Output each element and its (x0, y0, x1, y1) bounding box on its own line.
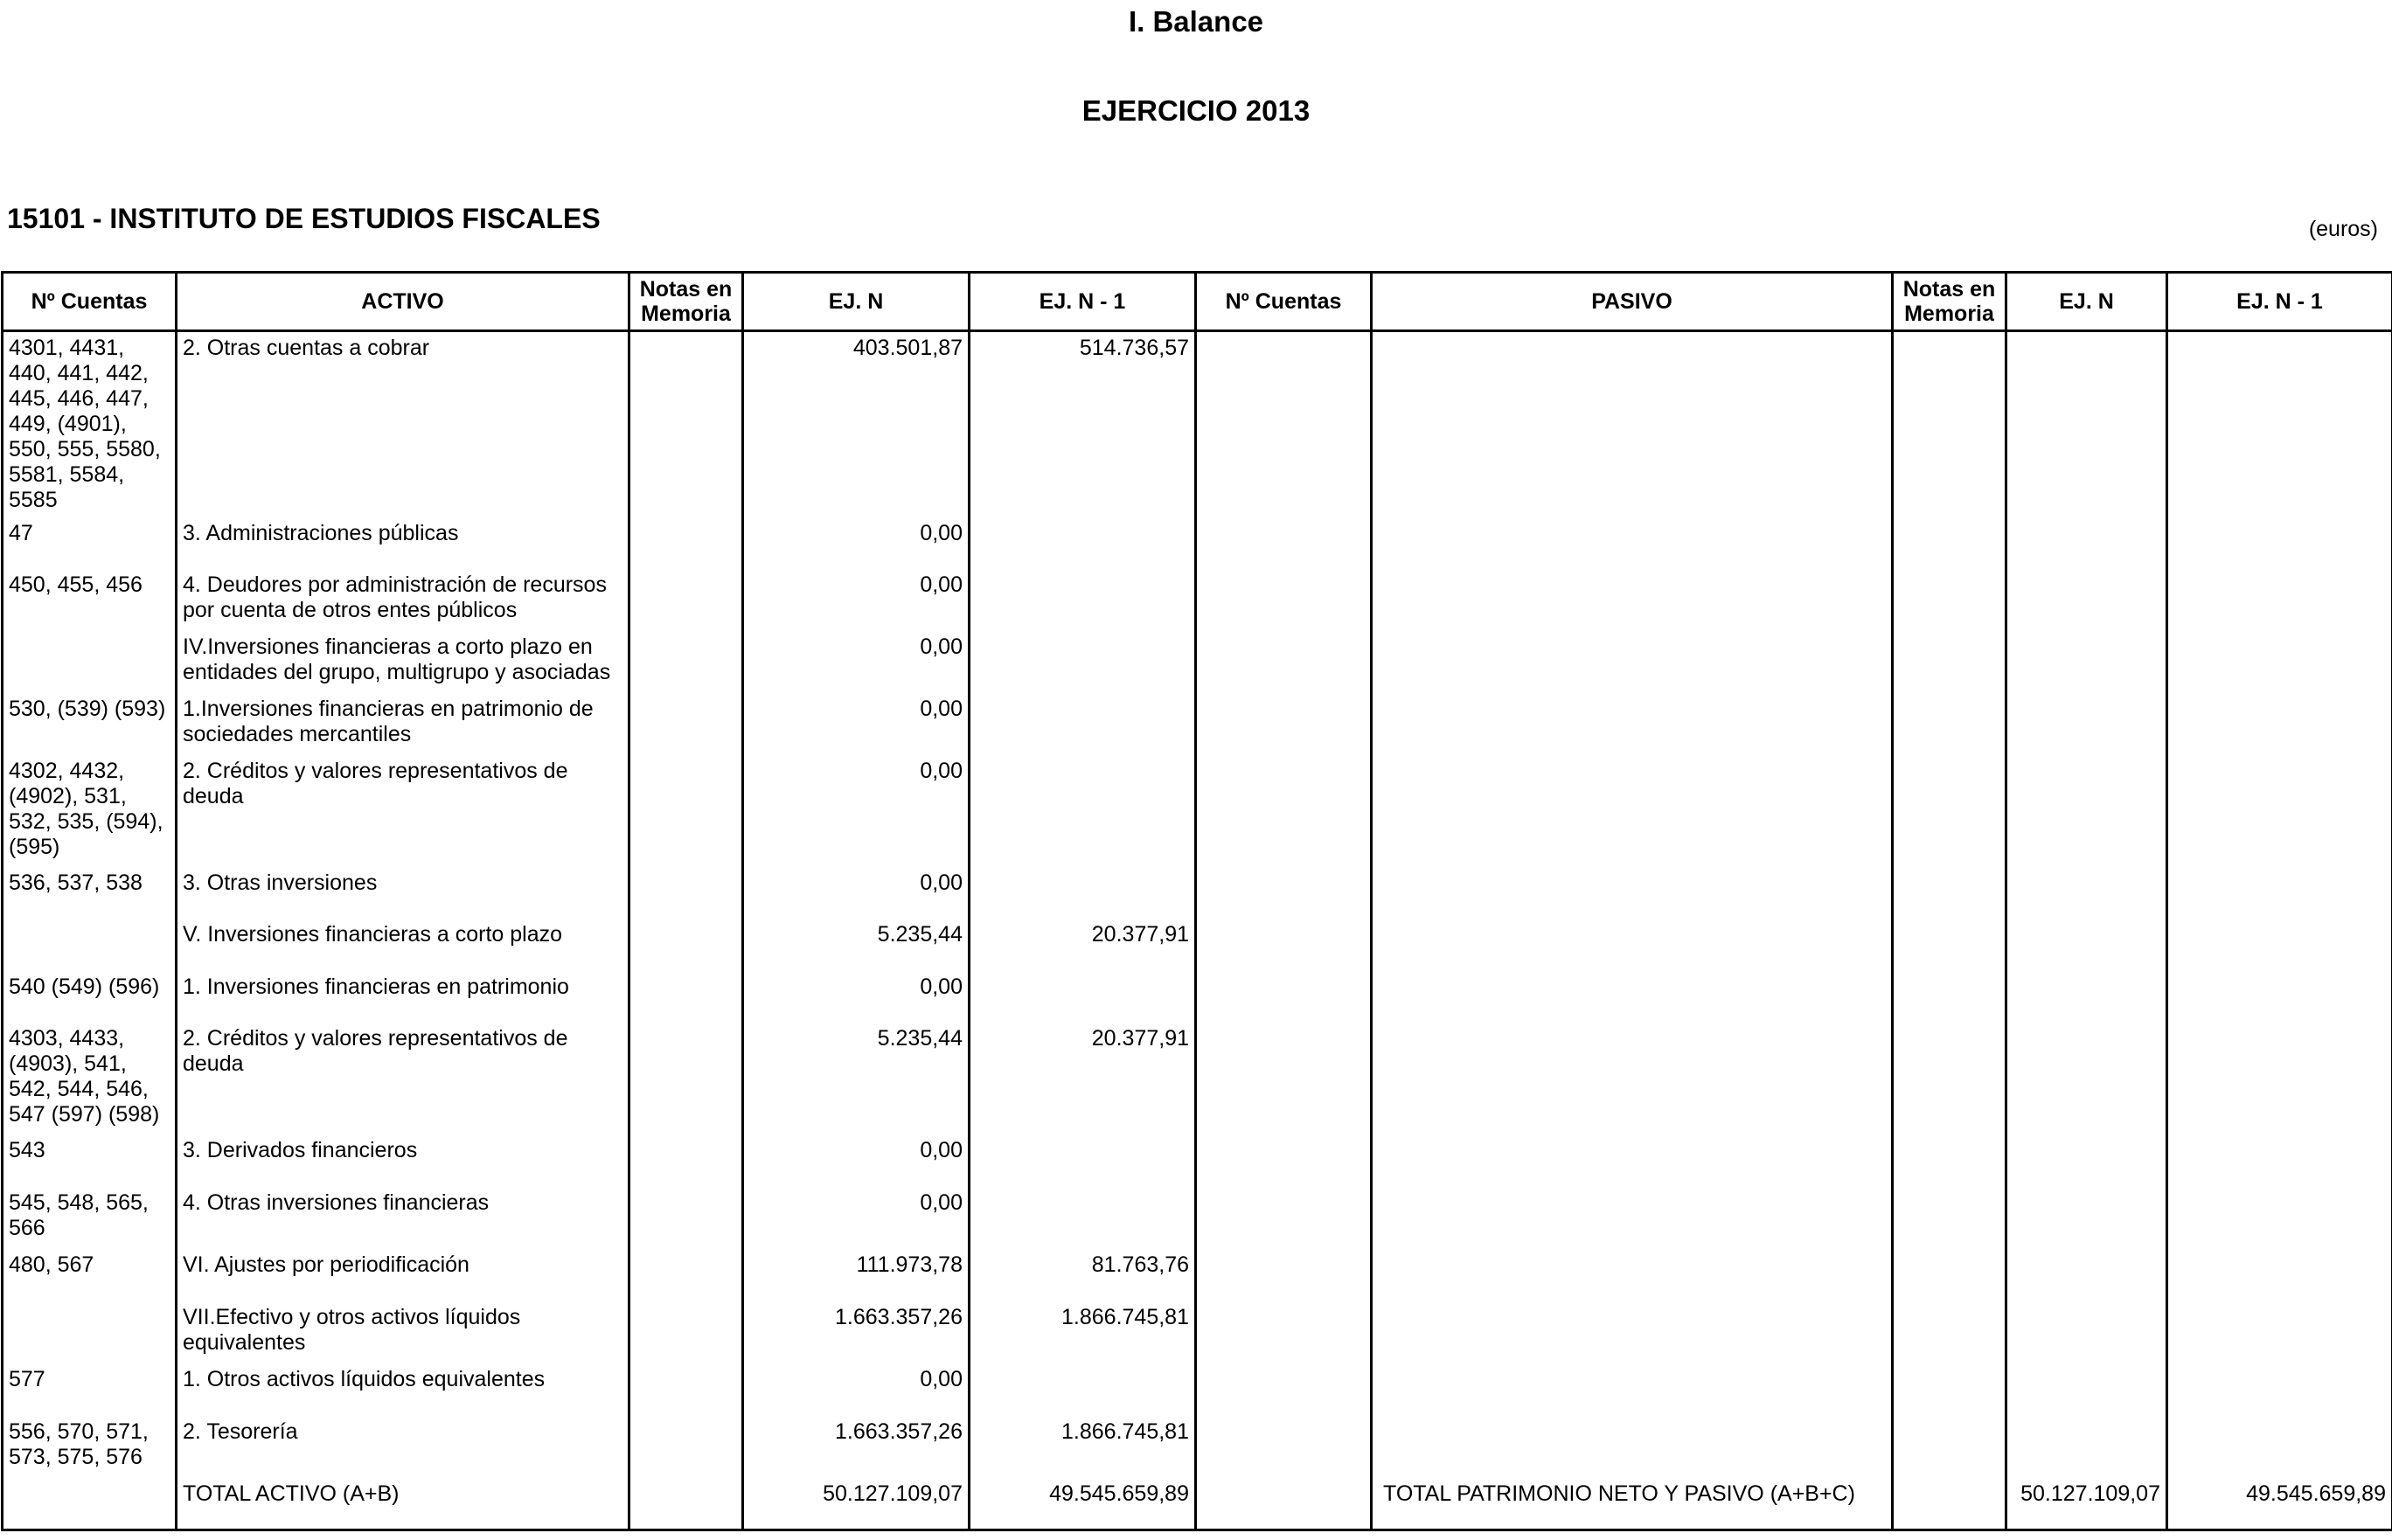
account-codes: 480, 567 (3, 1249, 177, 1301)
activo-item: VI. Ajustes por periodificación (177, 1249, 629, 1301)
table-row (3, 1301, 2392, 1363)
pasivo-cuentas-cell (1196, 693, 1372, 755)
activo-item: 2. Otras cuentas a cobrar (177, 331, 629, 517)
ej-n1-value (970, 867, 1196, 919)
pasivo-notas-cell (1893, 867, 2006, 919)
pasivo-cuentas-cell (1196, 1416, 1372, 1478)
pasivo-ej-n1-cell (2167, 1416, 2392, 1478)
pasivo-ej-n-cell (2006, 971, 2167, 1023)
ej-n1-value: 81.763,76 (970, 1249, 1196, 1301)
account-codes: 47 (3, 517, 177, 569)
total-activo-n1: 49.545.659,89 (970, 1478, 1196, 1530)
pasivo-ej-n1-cell (2167, 755, 2392, 867)
pasivo-ej-n1-cell (2167, 517, 2392, 569)
ej-n1-value (970, 517, 1196, 569)
pasivo-notas-cell (1893, 693, 2006, 755)
pasivo-ej-n1-cell (2167, 971, 2392, 1023)
account-codes (3, 631, 177, 693)
account-codes (3, 1301, 177, 1363)
pasivo-item (1372, 867, 1893, 919)
activo-item: 4. Deudores por administración de recursos por cuenta de otros entes públicos (177, 569, 629, 631)
pasivo-item (1372, 331, 1893, 517)
table-row (3, 631, 2392, 693)
ej-n1-value (970, 569, 1196, 631)
pasivo-cuentas-cell (1196, 631, 1372, 693)
table-row (3, 331, 2392, 517)
pasivo-cuentas-cell (1196, 331, 1372, 517)
pasivo-ej-n-cell (2006, 569, 2167, 631)
account-codes: 540 (549) (596) (3, 971, 177, 1023)
header-ejn1-right: EJ. N - 1 (2167, 273, 2392, 331)
pasivo-item (1372, 1416, 1893, 1478)
pasivo-notas-cell (1893, 569, 2006, 631)
currency-units: (euros) (2308, 217, 2378, 241)
pasivo-ej-n-cell (2006, 1249, 2167, 1301)
pasivo-notas-cell (1893, 1134, 2006, 1187)
header-notas-right: Notas en Memoria (1893, 273, 2006, 331)
notas-cell (629, 1187, 743, 1249)
ej-n1-value (970, 971, 1196, 1023)
activo-item: 1.Inversiones financieras en patrimonio de sociedades mercantiles (177, 693, 629, 755)
pasivo-cuentas-cell (1196, 569, 1372, 631)
activo-item: VII.Efectivo y otros activos líquidos equivalentes (177, 1301, 629, 1363)
pasivo-item (1372, 569, 1893, 631)
table-row (3, 1363, 2392, 1416)
table-row (3, 693, 2392, 755)
ej-n-value: 0,00 (743, 517, 970, 569)
pasivo-ej-n1-cell (2167, 331, 2392, 517)
account-codes: 530, (539) (593) (3, 693, 177, 755)
header-cuentas-left: Nº Cuentas (3, 273, 177, 331)
pasivo-cuentas-cell (1196, 1134, 1372, 1187)
ej-n-value: 1.663.357,26 (743, 1416, 970, 1478)
pasivo-ej-n-cell (2006, 755, 2167, 867)
pasivo-notas-cell (1893, 1363, 2006, 1416)
ej-n-value: 5.235,44 (743, 919, 970, 971)
account-codes: 4302, 4432, (4902), 531, 532, 535, (594), (595) (3, 755, 177, 867)
pasivo-notas-cell (1893, 1301, 2006, 1363)
ej-n1-value: 514.736,57 (970, 331, 1196, 517)
notas-cell (629, 1301, 743, 1363)
pasivo-ej-n1-cell (2167, 1249, 2392, 1301)
pasivo-ej-n-cell (2006, 693, 2167, 755)
activo-item: 2. Créditos y valores representativos de deuda (177, 755, 629, 867)
pasivo-ej-n1-cell (2167, 1301, 2392, 1363)
table-row (3, 1249, 2392, 1301)
pasivo-cuentas-cell (1196, 1249, 1372, 1301)
pasivo-notas-cell (1893, 1187, 2006, 1249)
account-codes: 4301, 4431, 440, 441, 442, 445, 446, 447, 449, (4901), 550, 555, 5580, 5581, 5584, 5585 (3, 331, 177, 517)
pasivo-cuentas-cell (1196, 1363, 1372, 1416)
pasivo-ej-n-cell (2006, 1187, 2167, 1249)
table-row (3, 755, 2392, 867)
pasivo-notas-cell (1893, 755, 2006, 867)
notas-cell (629, 867, 743, 919)
account-codes: 556, 570, 571, 573, 575, 576 (3, 1416, 177, 1478)
ej-n1-value: 20.377,91 (970, 1023, 1196, 1134)
ej-n-value: 0,00 (743, 1363, 970, 1416)
ej-n-value: 0,00 (743, 631, 970, 693)
pasivo-item (1372, 1249, 1893, 1301)
notas-cell (629, 971, 743, 1023)
page-title: I. Balance (1128, 5, 1264, 38)
notas-cell (629, 631, 743, 693)
total-activo-label: TOTAL ACTIVO (A+B) (177, 1478, 629, 1530)
pasivo-notas-cell (1893, 1249, 2006, 1301)
header-pasivo: PASIVO (1372, 273, 1893, 331)
pasivo-ej-n1-cell (2167, 1363, 2392, 1416)
pasivo-ej-n-cell (2006, 331, 2167, 517)
header-ejn1-left: EJ. N - 1 (970, 273, 1196, 331)
table-row (3, 1416, 2392, 1478)
ej-n-value: 0,00 (743, 569, 970, 631)
ej-n1-value (970, 631, 1196, 693)
pasivo-item (1372, 1134, 1893, 1187)
pasivo-item (1372, 1363, 1893, 1416)
account-codes: 536, 537, 538 (3, 867, 177, 919)
ej-n-value: 0,00 (743, 1134, 970, 1187)
header-cuentas-right: Nº Cuentas (1196, 273, 1372, 331)
pasivo-item (1372, 755, 1893, 867)
notas-cell (629, 755, 743, 867)
table-row (3, 569, 2392, 631)
activo-item: V. Inversiones financieras a corto plazo (177, 919, 629, 971)
notas-cell (629, 1023, 743, 1134)
pasivo-cuentas-cell (1196, 1187, 1372, 1249)
ej-n-value: 0,00 (743, 1187, 970, 1249)
pasivo-ej-n1-cell (2167, 1187, 2392, 1249)
activo-item: 2. Créditos y valores representativos de deuda (177, 1023, 629, 1134)
pasivo-item (1372, 1187, 1893, 1249)
pasivo-ej-n-cell (2006, 1134, 2167, 1187)
pasivo-item (1372, 517, 1893, 569)
pasivo-ej-n1-cell (2167, 569, 2392, 631)
notas-cell (629, 1134, 743, 1187)
ej-n1-value: 1.866.745,81 (970, 1416, 1196, 1478)
ej-n-value: 0,00 (743, 971, 970, 1023)
pasivo-ej-n-cell (2006, 867, 2167, 919)
ej-n1-value: 20.377,91 (970, 919, 1196, 971)
pasivo-cuentas-cell (1196, 971, 1372, 1023)
pasivo-item (1372, 971, 1893, 1023)
ej-n1-value (970, 1187, 1196, 1249)
total-pasivo-label: TOTAL PATRIMONIO NETO Y PASIVO (A+B+C) (1372, 1478, 1893, 1530)
pasivo-cuentas-cell (1196, 1023, 1372, 1134)
pasivo-cuentas-cell (1196, 755, 1372, 867)
notas-cell (629, 569, 743, 631)
pasivo-ej-n1-cell (2167, 631, 2392, 693)
ej-n-value: 1.663.357,26 (743, 1301, 970, 1363)
ej-n-value: 0,00 (743, 755, 970, 867)
account-codes: 545, 548, 565, 566 (3, 1187, 177, 1249)
total-activo-n: 50.127.109,07 (743, 1478, 970, 1530)
total-pasivo-n1: 49.545.659,89 (2167, 1478, 2392, 1530)
pasivo-notas-cell (1893, 517, 2006, 569)
pasivo-ej-n-cell (2006, 1416, 2167, 1478)
fiscal-year-heading: EJERCICIO 2013 (1081, 94, 1311, 127)
table-row (3, 1187, 2392, 1249)
notas-cell (629, 331, 743, 517)
total-pasivo-n: 50.127.109,07 (2006, 1478, 2167, 1530)
pasivo-ej-n1-cell (2167, 867, 2392, 919)
account-codes (3, 919, 177, 971)
pasivo-ej-n-cell (2006, 517, 2167, 569)
balance-table (1, 271, 2392, 1531)
pasivo-item (1372, 1023, 1893, 1134)
table-row (3, 1023, 2392, 1134)
activo-item: 1. Inversiones financieras en patrimonio (177, 971, 629, 1023)
pasivo-notas-cell (1893, 971, 2006, 1023)
account-codes: 4303, 4433, (4903), 541, 542, 544, 546, 547 (597) (598) (3, 1023, 177, 1134)
ej-n-value: 111.973,78 (743, 1249, 970, 1301)
pasivo-ej-n-cell (2006, 1023, 2167, 1134)
notas-cell (629, 517, 743, 569)
pasivo-ej-n-cell (2006, 919, 2167, 971)
activo-item: 3. Otras inversiones (177, 867, 629, 919)
pasivo-cuentas-cell (1196, 1301, 1372, 1363)
pasivo-ej-n1-cell (2167, 693, 2392, 755)
account-codes: 450, 455, 456 (3, 569, 177, 631)
entity-heading: 15101 - INSTITUTO DE ESTUDIOS FISCALES (7, 203, 601, 234)
ej-n-value: 403.501,87 (743, 331, 970, 517)
header-notas-left: Notas en Memoria (629, 273, 743, 331)
notas-cell (629, 919, 743, 971)
pasivo-notas-cell (1893, 1416, 2006, 1478)
activo-item: 3. Administraciones públicas (177, 517, 629, 569)
activo-item: 2. Tesorería (177, 1416, 629, 1478)
pasivo-item (1372, 693, 1893, 755)
table-row (3, 517, 2392, 569)
total-row (3, 1478, 2392, 1530)
notas-cell (629, 1249, 743, 1301)
pasivo-notas-cell (1893, 919, 2006, 971)
activo-item: 3. Derivados financieros (177, 1134, 629, 1187)
notas-cell (629, 1363, 743, 1416)
ej-n1-value (970, 1363, 1196, 1416)
pasivo-ej-n-cell (2006, 631, 2167, 693)
pasivo-notas-cell (1893, 331, 2006, 517)
pasivo-ej-n1-cell (2167, 1134, 2392, 1187)
pasivo-ej-n1-cell (2167, 1023, 2392, 1134)
header-row (3, 273, 2392, 331)
ej-n1-value (970, 693, 1196, 755)
ej-n-value: 5.235,44 (743, 1023, 970, 1134)
pasivo-cuentas-cell (1196, 517, 1372, 569)
notas-cell (629, 693, 743, 755)
table-row (3, 867, 2392, 919)
activo-item: 4. Otras inversiones financieras (177, 1187, 629, 1249)
account-codes: 543 (3, 1134, 177, 1187)
table-row (3, 919, 2392, 971)
table-row (3, 1134, 2392, 1187)
pasivo-ej-n-cell (2006, 1301, 2167, 1363)
pasivo-notas-cell (1893, 1023, 2006, 1134)
pasivo-ej-n-cell (2006, 1363, 2167, 1416)
ej-n1-value (970, 1134, 1196, 1187)
notas-cell (629, 1416, 743, 1478)
activo-item: IV.Inversiones financieras a corto plazo en entidades del grupo, multigrupo y asociadas (177, 631, 629, 693)
ej-n1-value: 1.866.745,81 (970, 1301, 1196, 1363)
pasivo-cuentas-cell (1196, 867, 1372, 919)
pasivo-item (1372, 631, 1893, 693)
ej-n-value: 0,00 (743, 693, 970, 755)
table-row (3, 971, 2392, 1023)
activo-item: 1. Otros activos líquidos equivalentes (177, 1363, 629, 1416)
ej-n1-value (970, 755, 1196, 867)
pasivo-item (1372, 919, 1893, 971)
header-activo: ACTIVO (177, 273, 629, 331)
pasivo-cuentas-cell (1196, 919, 1372, 971)
header-ejn-right: EJ. N (2006, 273, 2167, 331)
pasivo-notas-cell (1893, 631, 2006, 693)
account-codes: 577 (3, 1363, 177, 1416)
pasivo-item (1372, 1301, 1893, 1363)
pasivo-ej-n1-cell (2167, 919, 2392, 971)
ej-n-value: 0,00 (743, 867, 970, 919)
header-ejn-left: EJ. N (743, 273, 970, 331)
